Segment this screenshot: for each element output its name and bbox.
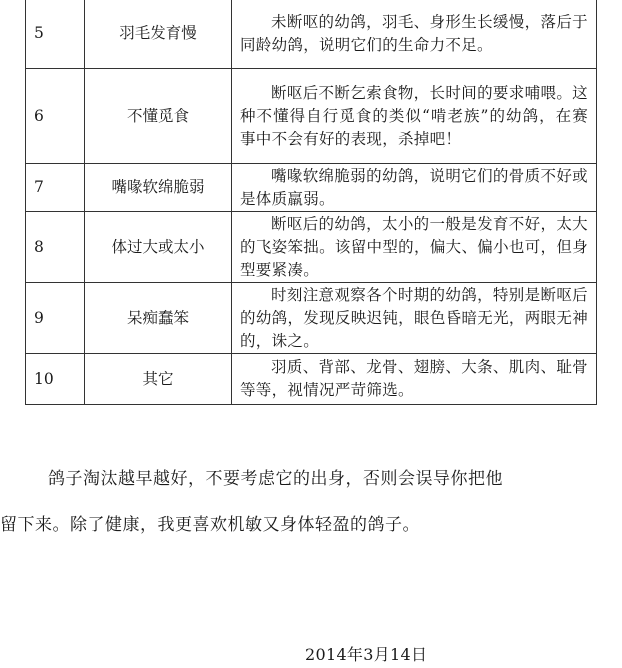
document-date: 2014年3月14日 [305, 645, 428, 664]
row-number: 7 [26, 164, 85, 212]
row-number: 6 [26, 69, 85, 164]
row-number: 8 [26, 212, 85, 283]
row-description: 时刻注意观察各个时期的幼鸽，特别是断呕后的幼鸽，发现反映迟钝，眼色昏暗无光，两眼无神的，诛之。 [232, 283, 597, 354]
row-number: 5 [26, 0, 85, 69]
closing-paragraph-line-2: 留下来。除了健康，我更喜欢机敏又身体轻盈的鸽子。 [0, 515, 420, 535]
table-row [26, 0, 597, 69]
table-row [26, 69, 597, 164]
row-term: 嘴喙软绵脆弱 [85, 164, 232, 212]
row-number: 10 [26, 354, 85, 405]
row-term: 羽毛发育慢 [85, 0, 232, 69]
row-description: 嘴喙软绵脆弱的幼鸽，说明它们的骨质不好或是体质羸弱。 [232, 164, 597, 212]
row-term: 体过大或太小 [85, 212, 232, 283]
row-description: 断呕后的幼鸽，太小的一般是发育不好，太大的飞姿笨拙。该留中型的，偏大、偏小也可，但身型要紧凑。 [232, 212, 597, 283]
row-number: 9 [26, 283, 85, 354]
table-row [26, 212, 597, 283]
row-description: 羽质、背部、龙骨、翅膀、大条、肌肉、耻骨等等，视情况严苛筛选。 [232, 354, 597, 405]
row-term: 其它 [85, 354, 232, 405]
table-row [26, 354, 597, 405]
culling-criteria-table [25, 0, 597, 405]
row-description: 断呕后不断乞索食物，长时间的要求哺喂。这种不懂得自行觅食的类似“啃老族”的幼鸽，在赛事中不会有好的表现，杀掉吧！ [232, 69, 597, 164]
row-term: 呆痴蠢笨 [85, 283, 232, 354]
table-row [26, 164, 597, 212]
row-description: 未断呕的幼鸽，羽毛、身形生长缓慢，落后于同龄幼鸽，说明它们的生命力不足。 [232, 0, 597, 69]
table-row [26, 283, 597, 354]
row-term: 不懂觅食 [85, 69, 232, 164]
closing-paragraph-line-1: 鸽子淘汰越早越好，不要考虑它的出身，否则会误导你把他 [48, 469, 503, 489]
